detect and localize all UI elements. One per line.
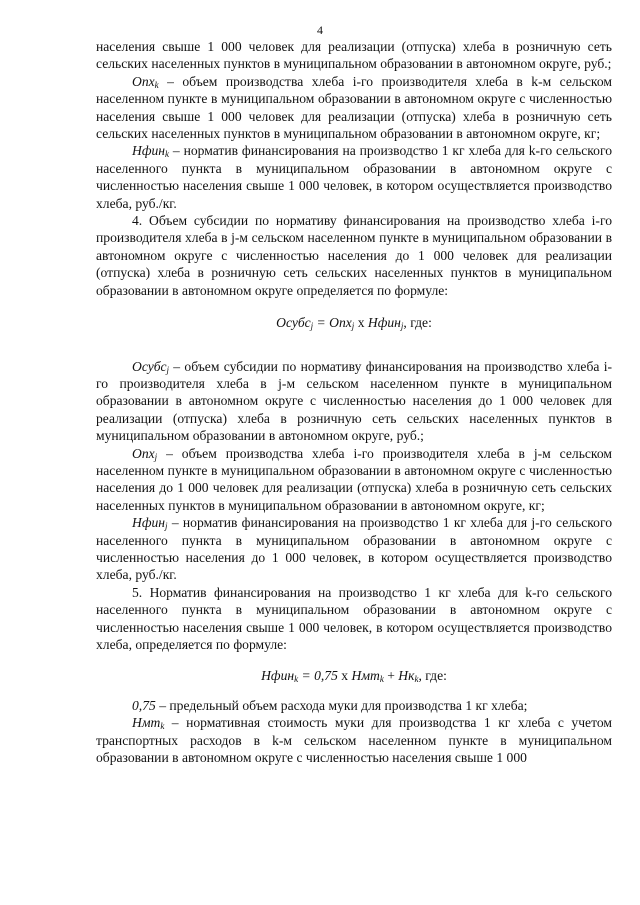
definition-075: 0,75 – предельный объем расхода муки для производства 1 кг хлеба; — [132, 697, 528, 713]
definition-nfin-j: Нфин$_j$ – норматив финансирования на производство 1 кг хлеба для j-го сельского населенного пункта в муниципальном образовании в автономном округе с численностью населения до 1 000 человек, в котором осуществляется производство хлеба, руб./кг. — [96, 515, 612, 583]
formula-subsidy: Осубс$_j$ = Опх$_j$ х Нфин$_j$, где: — [276, 315, 432, 332]
symbol-nmt-k: Нмт$_k$ — [132, 715, 165, 732]
symbol-075: 0,75 — [132, 697, 156, 713]
symbol-opx-j: Опх$_j$ — [132, 445, 158, 462]
definition-osubs-j: Осубс$_j$ – объем субсидии по нормативу финансирования на производство хлеба i-го производителя хлеба в j-м сельском населенном пункте в муниципальном образовании в автономном округе с численностью населения до 1 000 человек для реализации (отпуска) хлеба в розничную сеть сельских населенных пунктов в муниципальном образовании в автономном округе, руб.; — [96, 358, 612, 444]
page-number: 4 — [317, 23, 323, 37]
paragraph-item-4: 4. Объем субсидии по нормативу финансирования на производство хлеба i-го производителя хлеба в j-м сельском населенном пункте в муниципальном образовании в автономном округе с численностью населения до 1 000 человек для реализации (отпуска) хлеба в розничную сеть сельских населенных пунктов в муниципальном образовании в автономном округе определяется по формуле: — [96, 213, 612, 298]
document-body — [96, 38, 612, 766]
paragraph-item-5: 5. Норматив финансирования на производство 1 кг хлеба для k-го сельского населенного пункта в муниципальном образовании в автономном округе с численностью населения свыше 1 000 человек, в котором осуществляется производство хлеба, определяется по формуле: — [96, 584, 612, 652]
symbol-nfin-j: Нфин$_j$ — [132, 515, 168, 532]
paragraph-continuation: населения свыше 1 000 человек для реализации (отпуска) хлеба в розничную сеть сельских населенных пунктов в муниципальном образовании в автономном округе, руб.; — [96, 39, 612, 72]
formula-financing-norm: Нфин$_k$ = 0,75 х $Нмт_k + Нк_k$, где: — [261, 668, 447, 685]
symbol-nfin-k: Нфин$_k$ — [132, 143, 170, 160]
definition-nfin-k: Нфин$_k$ – норматив финансирования на производство 1 кг хлеба для k-го сельского населенного пункта в муниципальном образовании в автономном округе с численностью населения свыше 1 000 человек, в котором осуществляется производство хлеба, руб./кг. — [96, 143, 612, 211]
definition-nmt-k: Нмт$_k$ – нормативная стоимость муки для производства 1 кг хлеба с учетом транспортных расходов в k-м сельском населенном пункте в муниципальном образовании в автономном округе с численностью населения свыше 1 000 — [96, 715, 612, 766]
symbol-opx-k: Опх$_k$ — [132, 73, 159, 90]
definition-opx-j: Опх$_j$ – объем производства хлеба i-го производителя хлеба в j-м сельском населенном пункте в муниципальном образовании в автономном округе с численностью населения до 1 000 человек для реализации (отпуска) хлеба в розничную сеть сельских населенных пунктов в муниципальном образовании в автономном округе, кг; — [96, 445, 612, 513]
definition-opx-k: Опх$_k$ – объем производства хлеба i-го производителя хлеба в k-м сельском населенном пункте в муниципальном образовании в автономном округе с численностью населения свыше 1 000 человек для реализации (отпуска) хлеба в розничную сеть сельских населенных пунктов в муниципальном образовании в автономном округе, кг; — [96, 73, 612, 142]
symbol-osubs-j: Осубс$_j$ — [132, 358, 169, 375]
